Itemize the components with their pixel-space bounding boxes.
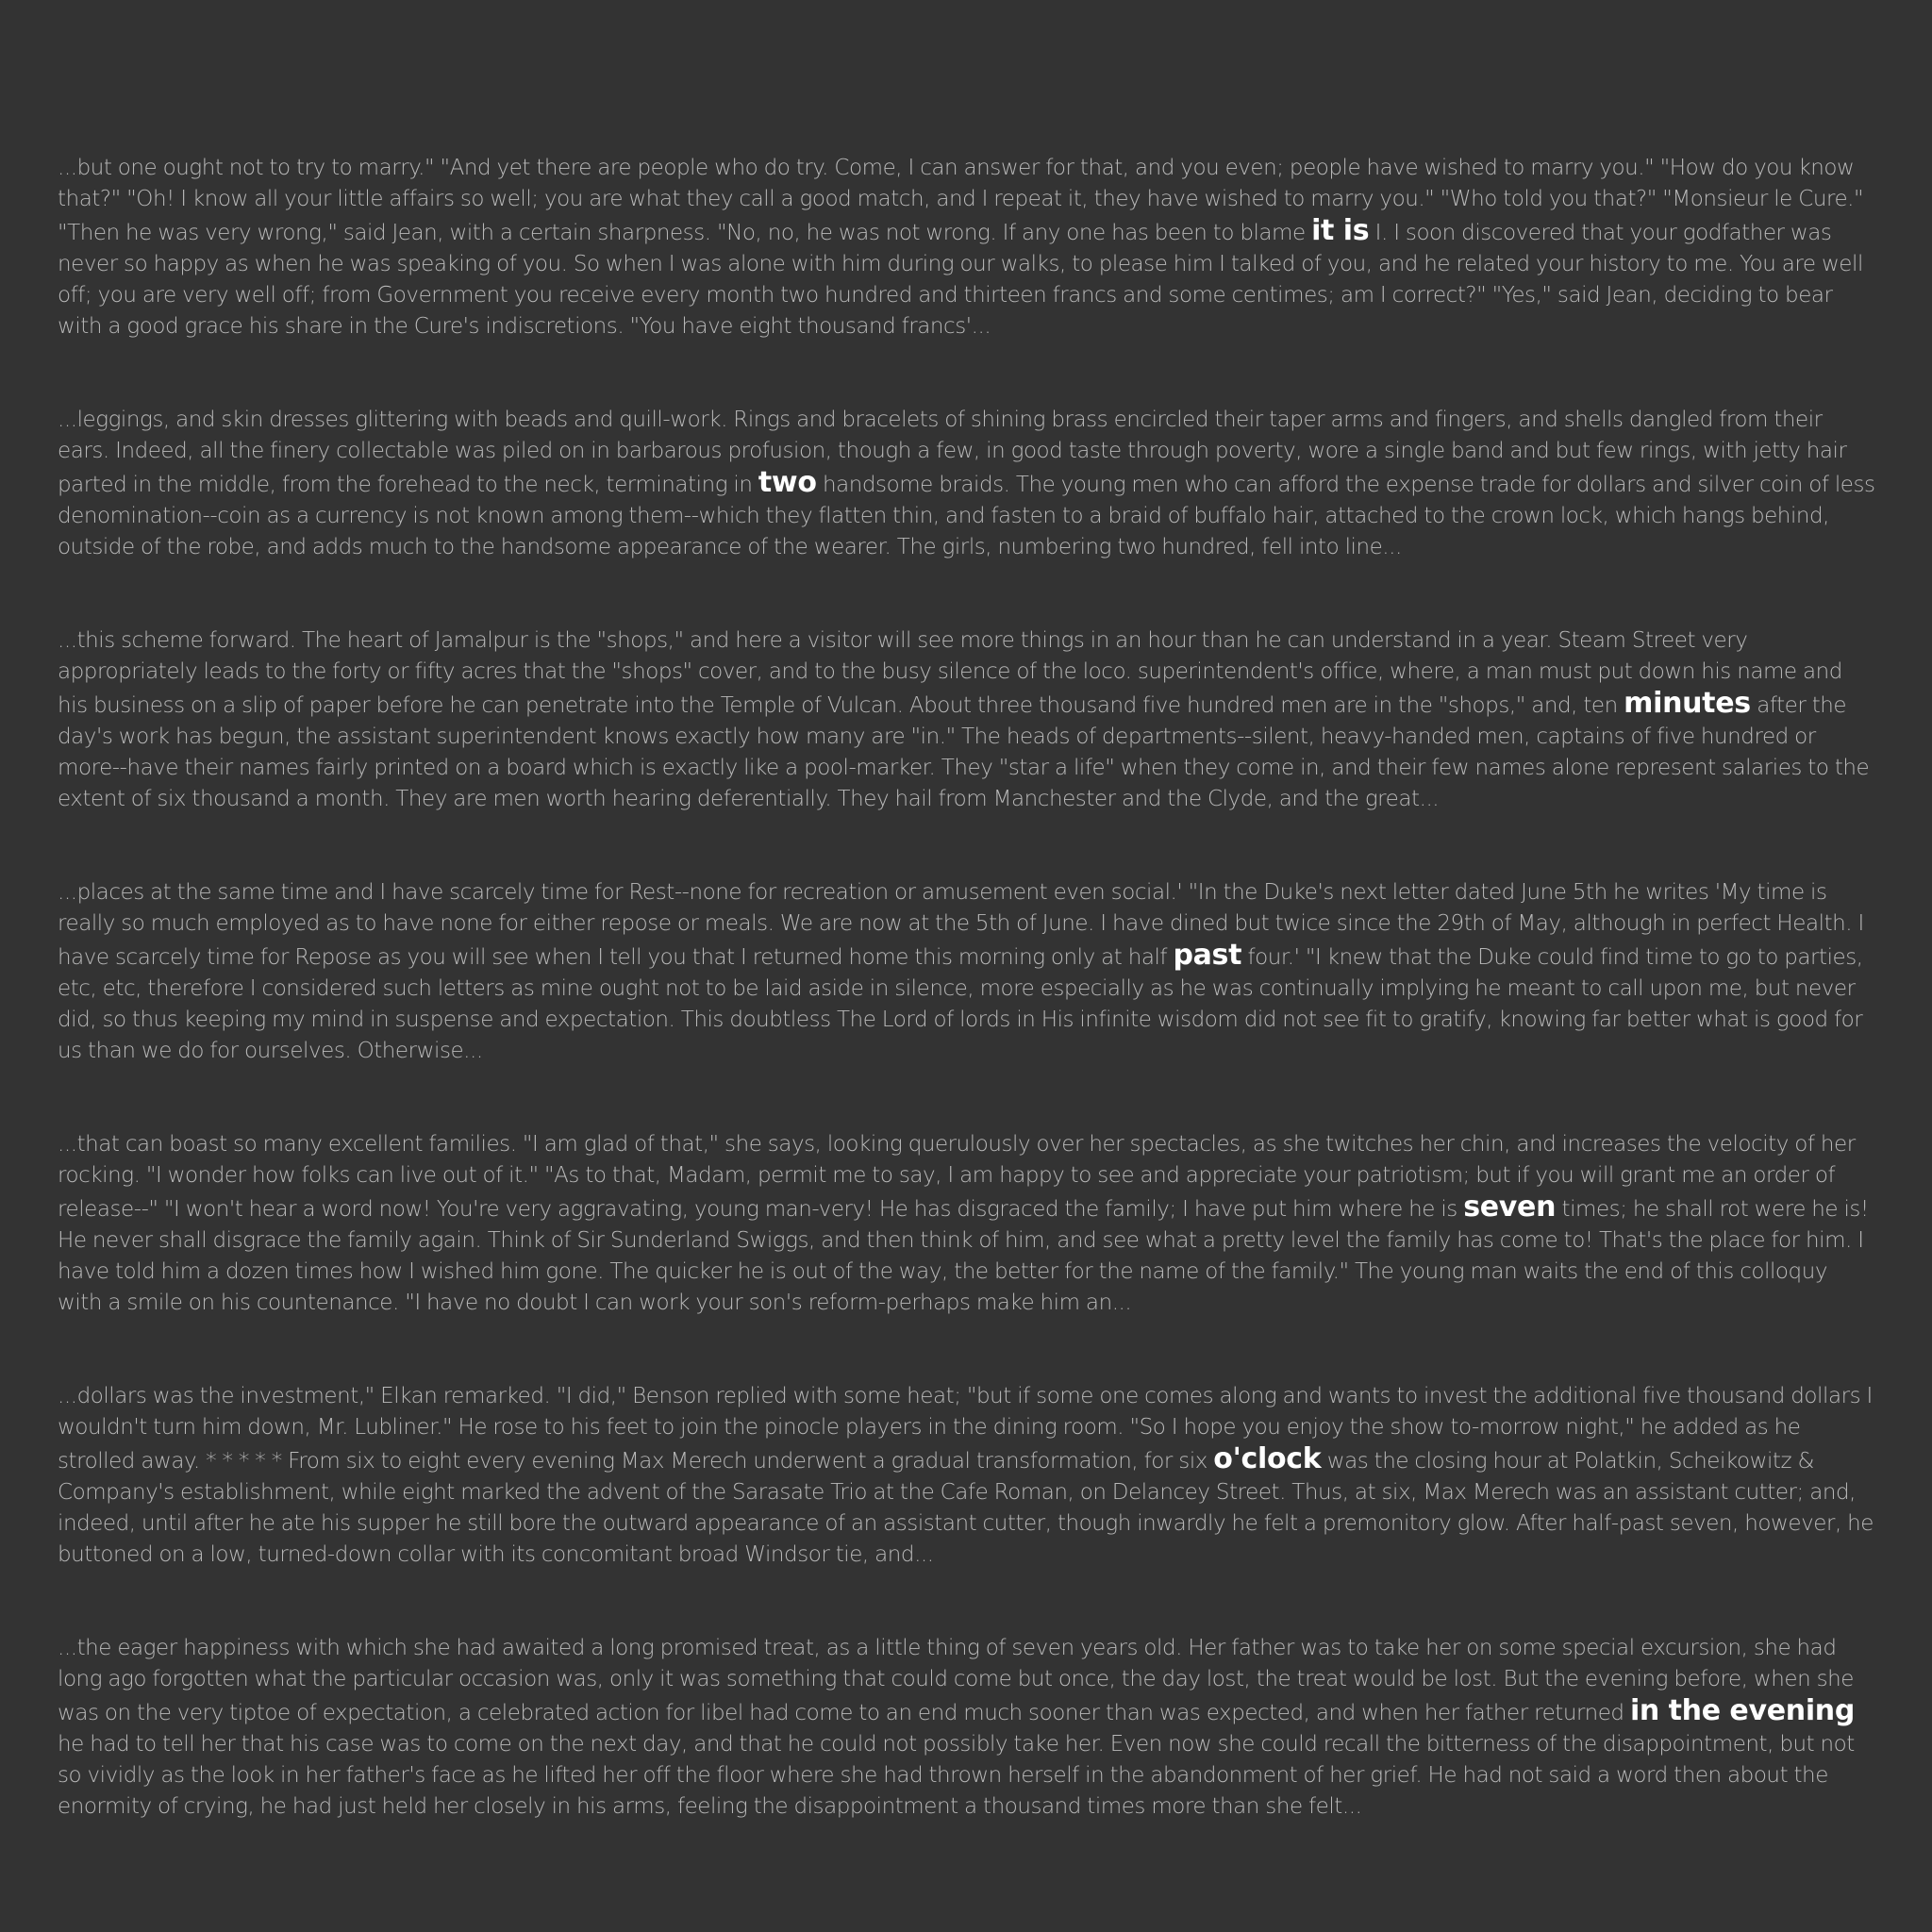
- highlighted-phrase: o'clock: [1213, 1442, 1322, 1475]
- passage-text-after: handsome braids. The young men who can afford the expense trade for dollars and silver coin of less denomination--coin as a currency is not known among them--which they flatten thin, and fasten to a braid of buffalo hair, attached to the crown lock, which hangs behind, outside of the robe, and adds much to the handsome appearance of the wearer. The girls, numbering two hundred, fell into line...: [58, 473, 1875, 559]
- passage-text-before: ...but one ought not to try to marry." "And yet there are people who do try. Come, I can answer for that, and you even; people have wished to marry you." "How do you know that?" "Oh! I know all your little affairs so well; you are what they call a good match, and I repeat it, they have wished to marry you." "Who told you that?" "Monsieur le Cure." "Then he was very wrong," said Jean, with a certain sharpness. "No, no, he was not wrong. If any one has been to blame: [58, 156, 1864, 245]
- passage-6: [58, 1381, 1875, 1571]
- passage-text-before: ...leggings, and skin dresses glittering with beads and quill-work. Rings and bracelets of shining brass encircled their taper arms and fingers, and shells dangled from their ears. Indeed, all the finery collectable was piled on in barbarous profusion, though a few, in good taste through poverty, wore a single band and but few rings, with jetty hair parted in the middle, from the forehead to the neck, terminating in: [58, 408, 1847, 497]
- passage-1: [58, 153, 1875, 342]
- highlighted-phrase: in the evening: [1629, 1694, 1856, 1727]
- passage-4: [58, 877, 1875, 1067]
- passage-5: [58, 1129, 1875, 1319]
- passage-text-after: I. I soon discovered that your godfather was never so happy as when he was speaking of you. So when I was alone with him during our walks, to please him I talked of you, and he related your history to me. You are well off; you are very well off; from Government you receive every month two hundred and thirteen francs and some centimes; am I correct?" "Yes," said Jean, deciding to bear with a good grace his share in the Cure's indiscretions. "You have eight thousand francs'...: [58, 221, 1863, 339]
- passage-3: [58, 625, 1875, 815]
- passage-text-after: times; he shall rot were he is! He never shall disgrace the family again. Think of Sir Sunderland Swiggs, and then think of him, and see what a pretty level the family has come to! That's the place for him. I have told him a dozen times how I wished him gone. The quicker he is out of the way, the better for the name of the family." The young man waits the end of this colloquy with a smile on his countenance. "I have no doubt I can work your son's reform-perhaps make him an...: [58, 1197, 1869, 1315]
- passage-text-before: ...places at the same time and I have scarcely time for Rest--none for recreation or amusement even social.' "In the Duke's next letter dated June 5th he writes 'My time is really so much employed as to have none for either repose or meals. We are now at the 5th of June. I have dined but twice since the 29th of May, although in perfect Health. I have scarcely time for Repose as you will see when I tell you that I returned home this morning only at half: [58, 880, 1864, 970]
- highlighted-phrase: it is: [1311, 214, 1370, 247]
- passage-text-after: was the closing hour at Polatkin, Scheikowitz & Company's establishment, while eight marked the advent of the Sarasate Trio at the Cafe Roman, on Delancey Street. Thus, at six, Max Merech was an assistant cutter; and, indeed, until after he ate his supper he still bore the outward appearance of an assistant cutter, though inwardly he felt a premonitory glow. After half-past seven, however, he buttoned on a low, turned-down collar with its concomitant broad Windsor tie, and...: [58, 1449, 1874, 1567]
- passage-text-before: ...this scheme forward. The heart of Jamalpur is the "shops," and here a visitor will see more things in an hour than he can understand in a year. Steam Street very appropriately leads to the forty or fifty acres that the "shops" cover, and to the busy silence of the loco. superintendent's office, where, a man must put down his name and his business on a slip of paper before he can penetrate into the Temple of Vulcan. About three thousand five hundred men are in the "shops," and, ten: [58, 628, 1842, 718]
- highlighted-phrase: two: [758, 466, 817, 499]
- highlighted-phrase: minutes: [1624, 687, 1751, 720]
- passage-text-after: he had to tell her that his case was to come on the next day, and that he could not possibly take her. Even now she could recall the bitterness of the disappointment, but not so vividly as the look in her father's face as he lifted her off the floor where she had thrown herself in the abandonment of her grief. He had not said a word then about the enormity of crying, he had just held her closely in his arms, feeling the disappointment a thousand times more than she felt...: [58, 1732, 1855, 1819]
- highlighted-phrase: past: [1173, 939, 1242, 972]
- passage-text-after: after the day's work has begun, the assistant superintendent knows exactly how many are "in." The heads of departments--silent, heavy-handed men, captains of five hundred or more--have their names fairly printed on a board which is exactly like a pool-marker. They "star a life" when they come in, and their few names alone represent salaries to the extent of six thousand a month. They are men worth hearing deferentially. They hail from Manchester and the Clyde, and the great...: [58, 693, 1870, 811]
- passage-text-before: ...the eager happiness with which she had awaited a long promised treat, as a little thing of seven years old. Her father was to take her on some special excursion, she had long ago forgotten what the particular occasion was, only it was something that could come but once, the day lost, the treat would be lost. But the evening before, when she was on the very tiptoe of expectation, a celebrated action for libel had come to an end much sooner than was expected, and when her father returned: [58, 1636, 1854, 1725]
- highlighted-phrase: seven: [1463, 1191, 1557, 1224]
- passage-text-before: ...dollars was the investment," Elkan remarked. "I did," Benson replied with some heat; "but if some one comes along and wants to invest the additional five thousand dollars I wouldn't turn him down, Mr. Lubliner." He rose to his feet to join the pinocle players in the dining room. "So I hope you enjoy the show to-morrow night," he added as he strolled away. * * * * * From six to eight every evening Max Merech underwent a gradual transformation, for six: [58, 1384, 1873, 1474]
- passage-text-before: ...that can boast so many excellent families. "I am glad of that," she says, looking querulously over her spectacles, as she twitches her chin, and increases the velocity of her rocking. "I wonder how folks can live out of it." "As to that, Madam, permit me to say, I am happy to see and appreciate your patriotism; but if you will grant me an order of release--" "I won't hear a word now! You're very aggravating, young man-very! He has disgraced the family; I have put him where he is: [58, 1132, 1856, 1222]
- passage-7: [58, 1633, 1875, 1823]
- passage-2: [58, 405, 1875, 563]
- passage-text-after: four.' "I knew that the Duke could find time to go to parties, etc, etc, therefore I considered such letters as mine ought not to be laid aside in silence, more especially as he was continually implying he meant to call upon me, but never did, so thus keeping my mind in suspense and expectation. This doubtless The Lord of lords in His infinite wisdom did not see fit to gratify, knowing far better what is good for us than we do for ourselves. Otherwise...: [58, 945, 1863, 1063]
